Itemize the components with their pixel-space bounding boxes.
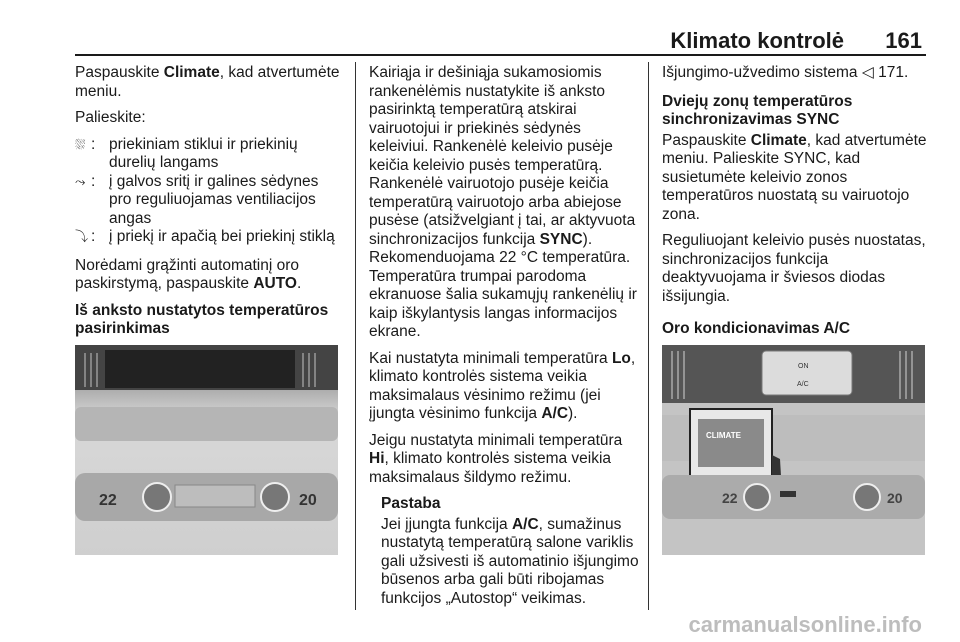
- paragraph: Reguliuojant keleivio pusės nuostatas, sinchronizacijos funkcija deaktyvuojama ir šviesos diodas išsijungia.: [662, 232, 926, 305]
- paragraph: Palieskite:: [75, 109, 146, 126]
- paragraph: Paspauskite Climate, kad atvertumėte meniu.: [75, 64, 340, 100]
- page-number: 161: [885, 28, 922, 53]
- on-label: ON: [798, 363, 809, 370]
- page-title: Klimato kontrolė: [670, 28, 844, 53]
- header-rule: [75, 54, 926, 56]
- right-temp-label: 20: [887, 490, 903, 506]
- right-temp-label: 20: [299, 492, 317, 509]
- note-title: Pastaba: [381, 495, 441, 512]
- page-header: [0, 0, 960, 60]
- paragraph: Norėdami grąžinti automatinį oro paskirstymą, paspauskite AUTO.: [75, 256, 302, 292]
- air-distribution-list: [75, 136, 345, 247]
- list-item: ⤳ : į galvos sritį ir galines sėdynes pro reguliuojamas ventiliacijos angas: [75, 172, 319, 227]
- left-temp-label: 22: [99, 492, 117, 509]
- paragraph: Kai nustatyta minimali temperatūra Lo, klimato kontrolės sistema veikia maksimalaus vėsinimo režimu (jei įjungta vėsinimo funkcija A/C).: [369, 349, 636, 422]
- list-item: ⤵ : į priekį ir apačią bei priekinį stiklą: [75, 228, 335, 245]
- column-1: [75, 64, 345, 341]
- paragraph: Paspauskite Climate, kad atvertumėte meniu. Palieskite SYNC, kad susietumėte keleivio zonos temperatūros nuostatą su vairuotojo zona.: [662, 131, 927, 223]
- paragraph: Kairiąja ir dešiniąja sukamosiomis rankenėlėmis nustatykite iš anksto pasirinktą temperatūrą atskirai vairuotojui ir priekinės sėdynės keleiviui. Rankenėlė keleivio pusėje keičia keleivio pusės temperatūrą. Rankenėlė vairuotojo pusėje keičia temperatūrą vairuotojo arba abiejose pusėse (atsižvelgiant į tai, ar aktyvuota sinchronizacijos funkcija SYNC). Rekomenduojama 22 °C temperatūra. Temperatūra trumpai parodoma ekranuose šalia sukamųjų rankenėlių ir kaip iškylantysis langas informacijos ekrane.: [369, 64, 637, 340]
- list-item: ⛆ : priekiniam stiklui ir priekinių durelių langams: [75, 135, 298, 171]
- column-divider-1: [355, 62, 356, 610]
- windshield-icon: ⛆: [75, 136, 86, 152]
- column-2: [369, 64, 639, 616]
- paragraph: Jeigu nustatyta minimali temperatūra Hi, klimato kontrolės sistema veikia maksimalaus šildymo režimu.: [369, 431, 623, 486]
- head-vent-icon: ⤳: [75, 173, 86, 189]
- ac-panel-photo: [662, 345, 925, 555]
- watermark: carmanualsonline.info: [688, 612, 922, 637]
- paragraph: Išjungimo-užvedimo sistema ◁ 171.: [662, 64, 909, 81]
- section-heading: Iš anksto nustatytos temperatūros pasirinkimas: [75, 301, 329, 337]
- note-text: Jei įjungta funkcija A/C, sumažinus nustatytą temperatūrą salone variklis gali užsivesti iš automatinio išjungimo būsenos arba gali būti ribojamas funkcijos „Autostop“ veikimas.: [381, 515, 639, 607]
- note-box: [369, 495, 639, 608]
- column-3: [662, 64, 932, 341]
- foot-vent-icon: ⤵: [75, 229, 89, 244]
- column-divider-2: [648, 62, 649, 610]
- reference-arrow[interactable]: ◁ 171.: [861, 64, 909, 81]
- climate-panel-photo: [75, 345, 338, 555]
- ac-label: A/C: [797, 381, 809, 388]
- section-heading: Oro kondicionavimas A/C: [662, 320, 851, 337]
- left-temp-label: 22: [722, 490, 738, 506]
- section-heading: Dviejų zonų temperatūros sinchronizavimas SYNC: [662, 92, 853, 128]
- climate-button-label: CLIMATE: [706, 431, 741, 440]
